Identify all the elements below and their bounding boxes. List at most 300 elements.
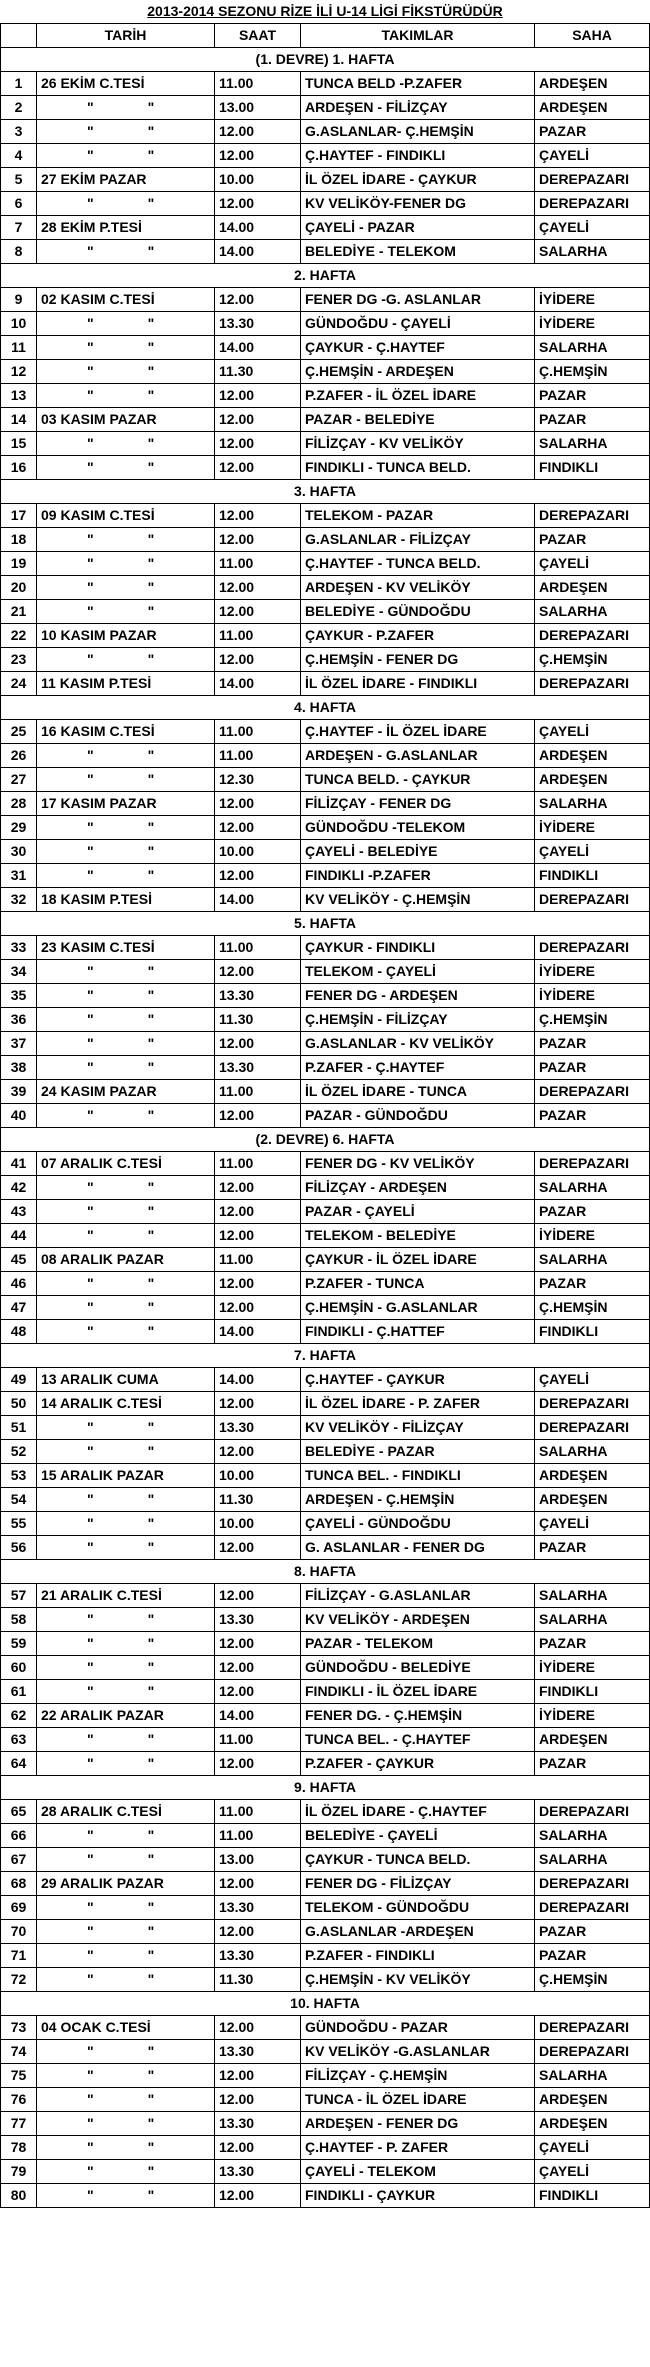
- match-date-ditto: [37, 1104, 215, 1128]
- match-no: 5: [1, 168, 37, 192]
- match-no: 12: [1, 360, 37, 384]
- match-venue: SALARHA: [535, 2064, 650, 2088]
- match-teams: Ç.HEMŞİN - FİLİZÇAY: [301, 1008, 535, 1032]
- match-teams: KV VELİKÖY -G.ASLANLAR: [301, 2040, 535, 2064]
- match-date-ditto: [37, 1680, 215, 1704]
- ditto-mark: ": [147, 1443, 155, 1459]
- ditto-mark: ": [147, 555, 155, 571]
- match-row: [1, 1488, 650, 1512]
- match-date: 09 KASIM C.TESİ: [37, 504, 215, 528]
- match-teams: TUNCA BELD -P.ZAFER: [301, 72, 535, 96]
- match-date: 18 KASIM P.TESİ: [37, 888, 215, 912]
- match-venue: SALARHA: [535, 1848, 650, 1872]
- match-time: 12.00: [215, 1752, 301, 1776]
- match-venue: Ç.HEMŞİN: [535, 1968, 650, 1992]
- match-time: 11.00: [215, 552, 301, 576]
- match-no: 47: [1, 1296, 37, 1320]
- match-date-ditto: [37, 1728, 215, 1752]
- match-date-ditto: [37, 984, 215, 1008]
- match-row: [1, 1536, 650, 1560]
- match-date-ditto: [37, 1752, 215, 1776]
- ditto-mark: ": [147, 1611, 155, 1627]
- match-row: [1, 144, 650, 168]
- ditto-mark: ": [87, 2115, 94, 2131]
- ditto-mark: ": [147, 531, 155, 547]
- match-row: [1, 1320, 650, 1344]
- match-date-ditto: [37, 576, 215, 600]
- match-no: 59: [1, 1632, 37, 1656]
- match-row: [1, 432, 650, 456]
- match-date-ditto: [37, 384, 215, 408]
- match-teams: ÇAYELİ - GÜNDOĞDU: [301, 1512, 535, 1536]
- match-time: 14.00: [215, 672, 301, 696]
- ditto-mark: ": [147, 1971, 155, 1987]
- match-date-ditto: [37, 1416, 215, 1440]
- match-teams: ARDEŞEN - G.ASLANLAR: [301, 744, 535, 768]
- match-row: [1, 384, 650, 408]
- match-no: 65: [1, 1800, 37, 1824]
- match-venue: PAZAR: [535, 528, 650, 552]
- match-row: [1, 2016, 650, 2040]
- match-venue: Ç.HEMŞİN: [535, 360, 650, 384]
- match-date-ditto: [37, 96, 215, 120]
- match-teams: FINDIKLI - TUNCA BELD.: [301, 456, 535, 480]
- ditto-mark: ": [87, 243, 94, 259]
- ditto-mark: ": [87, 2067, 94, 2083]
- ditto-mark: ": [87, 1443, 94, 1459]
- match-venue: DEREPAZARI: [535, 1080, 650, 1104]
- match-row: [1, 648, 650, 672]
- match-time: 13.30: [215, 2160, 301, 2184]
- match-row: [1, 1512, 650, 1536]
- ditto-mark: ": [147, 363, 155, 379]
- match-row: [1, 1056, 650, 1080]
- match-row: [1, 120, 650, 144]
- match-teams: FİLİZÇAY - Ç.HEMŞİN: [301, 2064, 535, 2088]
- match-teams: P.ZAFER - TUNCA: [301, 1272, 535, 1296]
- ditto-mark: ": [87, 1635, 94, 1651]
- match-teams: Ç.HEMŞİN - FENER DG: [301, 648, 535, 672]
- match-venue: DEREPAZARI: [535, 2016, 650, 2040]
- ditto-mark: ": [147, 1299, 155, 1315]
- match-time: 13.30: [215, 984, 301, 1008]
- match-time: 14.00: [215, 1368, 301, 1392]
- match-no: 74: [1, 2040, 37, 2064]
- match-no: 78: [1, 2136, 37, 2160]
- header-no: [1, 24, 37, 48]
- ditto-mark: ": [87, 435, 94, 451]
- match-no: 41: [1, 1152, 37, 1176]
- match-no: 28: [1, 792, 37, 816]
- match-teams: ÇAYKUR - FINDIKLI: [301, 936, 535, 960]
- match-row: [1, 2064, 650, 2088]
- match-row: [1, 2136, 650, 2160]
- match-teams: Ç.HEMŞİN - KV VELİKÖY: [301, 1968, 535, 1992]
- match-time: 12.00: [215, 1224, 301, 1248]
- match-teams: İL ÖZEL İDARE - TUNCA: [301, 1080, 535, 1104]
- match-date-ditto: [37, 1032, 215, 1056]
- match-no: 67: [1, 1848, 37, 1872]
- match-date-ditto: [37, 960, 215, 984]
- match-row: [1, 240, 650, 264]
- match-no: 55: [1, 1512, 37, 1536]
- match-date-ditto: [37, 1896, 215, 1920]
- ditto-mark: ": [87, 2139, 94, 2155]
- ditto-mark: ": [87, 99, 94, 115]
- match-date: 17 KASIM PAZAR: [37, 792, 215, 816]
- ditto-mark: ": [147, 1827, 155, 1843]
- match-row: [1, 1896, 650, 1920]
- match-time: 11.00: [215, 1800, 301, 1824]
- ditto-mark: ": [147, 1419, 155, 1435]
- match-venue: SALARHA: [535, 1584, 650, 1608]
- ditto-mark: ": [147, 963, 155, 979]
- match-venue: İYİDERE: [535, 1704, 650, 1728]
- match-date-ditto: [37, 528, 215, 552]
- match-no: 25: [1, 720, 37, 744]
- match-teams: GÜNDOĞDU -TELEKOM: [301, 816, 535, 840]
- match-date-ditto: [37, 864, 215, 888]
- match-time: 10.00: [215, 840, 301, 864]
- match-row: [1, 456, 650, 480]
- match-no: 44: [1, 1224, 37, 1248]
- match-venue: DEREPAZARI: [535, 192, 650, 216]
- match-no: 52: [1, 1440, 37, 1464]
- match-teams: ÇAYKUR - Ç.HAYTEF: [301, 336, 535, 360]
- match-row: [1, 1416, 650, 1440]
- match-venue: PAZAR: [535, 1032, 650, 1056]
- match-time: 12.00: [215, 1392, 301, 1416]
- match-venue: SALARHA: [535, 1824, 650, 1848]
- match-time: 12.00: [215, 2064, 301, 2088]
- title-row: [1, 0, 650, 24]
- match-teams: FİLİZÇAY - ARDEŞEN: [301, 1176, 535, 1200]
- match-teams: BELEDİYE - GÜNDOĞDU: [301, 600, 535, 624]
- match-no: 76: [1, 2088, 37, 2112]
- match-no: 18: [1, 528, 37, 552]
- match-teams: BELEDİYE - TELEKOM: [301, 240, 535, 264]
- match-date: 23 KASIM C.TESİ: [37, 936, 215, 960]
- match-teams: ARDEŞEN - FİLİZÇAY: [301, 96, 535, 120]
- section-title: 2. HAFTA: [1, 264, 650, 288]
- match-row: [1, 1968, 650, 1992]
- ditto-mark: ": [87, 1755, 94, 1771]
- match-venue: ARDEŞEN: [535, 1464, 650, 1488]
- match-date-ditto: [37, 1512, 215, 1536]
- match-row: [1, 1752, 650, 1776]
- match-date-ditto: [37, 2040, 215, 2064]
- match-teams: GÜNDOĞDU - ÇAYELİ: [301, 312, 535, 336]
- ditto-mark: ": [87, 1851, 94, 1867]
- match-venue: DEREPAZARI: [535, 1392, 650, 1416]
- match-venue: ARDEŞEN: [535, 72, 650, 96]
- match-no: 17: [1, 504, 37, 528]
- match-time: 12.00: [215, 1272, 301, 1296]
- match-no: 2: [1, 96, 37, 120]
- match-venue: Ç.HEMŞİN: [535, 648, 650, 672]
- ditto-mark: ": [147, 2187, 155, 2203]
- ditto-mark: ": [87, 1299, 94, 1315]
- match-teams: KV VELİKÖY - ARDEŞEN: [301, 1608, 535, 1632]
- match-time: 12.00: [215, 864, 301, 888]
- ditto-mark: ": [147, 435, 155, 451]
- match-teams: FENER DG -G. ASLANLAR: [301, 288, 535, 312]
- match-time: 11.30: [215, 1008, 301, 1032]
- ditto-mark: ": [147, 459, 155, 475]
- match-time: 12.00: [215, 192, 301, 216]
- match-date-ditto: [37, 1224, 215, 1248]
- match-time: 12.00: [215, 792, 301, 816]
- match-no: 3: [1, 120, 37, 144]
- match-time: 11.00: [215, 624, 301, 648]
- match-venue: Ç.HEMŞİN: [535, 1008, 650, 1032]
- match-teams: FENER DG - ARDEŞEN: [301, 984, 535, 1008]
- match-time: 12.30: [215, 768, 301, 792]
- match-venue: ARDEŞEN: [535, 1728, 650, 1752]
- ditto-mark: ": [87, 1323, 94, 1339]
- match-no: 22: [1, 624, 37, 648]
- match-no: 9: [1, 288, 37, 312]
- match-date-ditto: [37, 768, 215, 792]
- ditto-mark: ": [147, 2139, 155, 2155]
- match-teams: P.ZAFER - ÇAYKUR: [301, 1752, 535, 1776]
- match-time: 12.00: [215, 1584, 301, 1608]
- match-row: [1, 1008, 650, 1032]
- match-row: [1, 1704, 650, 1728]
- match-row: [1, 1368, 650, 1392]
- ditto-mark: ": [147, 651, 155, 667]
- match-venue: DEREPAZARI: [535, 2040, 650, 2064]
- match-date-ditto: [37, 552, 215, 576]
- ditto-mark: ": [147, 339, 155, 355]
- match-no: 70: [1, 1920, 37, 1944]
- match-teams: FINDIKLI - Ç.HATTEF: [301, 1320, 535, 1344]
- match-time: 12.00: [215, 1032, 301, 1056]
- header-saha: SAHA: [535, 24, 650, 48]
- match-venue: ARDEŞEN: [535, 2112, 650, 2136]
- ditto-mark: ": [147, 1659, 155, 1675]
- match-date-ditto: [37, 2064, 215, 2088]
- match-time: 11.30: [215, 360, 301, 384]
- match-time: 12.00: [215, 504, 301, 528]
- match-row: [1, 168, 650, 192]
- match-no: 33: [1, 936, 37, 960]
- match-time: 12.00: [215, 1176, 301, 1200]
- match-teams: FİLİZÇAY - FENER DG: [301, 792, 535, 816]
- match-venue: ÇAYELİ: [535, 144, 650, 168]
- match-time: 12.00: [215, 432, 301, 456]
- match-row: [1, 1632, 650, 1656]
- match-date: 04 OCAK C.TESİ: [37, 2016, 215, 2040]
- match-no: 19: [1, 552, 37, 576]
- match-time: 13.30: [215, 1896, 301, 1920]
- match-date: 28 EKİM P.TESİ: [37, 216, 215, 240]
- ditto-mark: ": [147, 747, 155, 763]
- match-teams: Ç.HAYTEF - FINDIKLI: [301, 144, 535, 168]
- match-time: 11.00: [215, 936, 301, 960]
- match-time: 12.00: [215, 2136, 301, 2160]
- match-date-ditto: [37, 2088, 215, 2112]
- match-time: 14.00: [215, 1704, 301, 1728]
- match-teams: BELEDİYE - ÇAYELİ: [301, 1824, 535, 1848]
- match-row: [1, 1608, 650, 1632]
- match-row: [1, 288, 650, 312]
- match-teams: İL ÖZEL İDARE - ÇAYKUR: [301, 168, 535, 192]
- match-no: 77: [1, 2112, 37, 2136]
- match-time: 11.00: [215, 720, 301, 744]
- match-time: 12.00: [215, 1200, 301, 1224]
- match-no: 79: [1, 2160, 37, 2184]
- ditto-mark: ": [87, 1035, 94, 1051]
- match-teams: GÜNDOĞDU - BELEDİYE: [301, 1656, 535, 1680]
- match-row: [1, 864, 650, 888]
- ditto-mark: ": [87, 987, 94, 1003]
- match-venue: PAZAR: [535, 1056, 650, 1080]
- match-teams: G.ASLANLAR- Ç.HEMŞİN: [301, 120, 535, 144]
- match-no: 62: [1, 1704, 37, 1728]
- match-venue: PAZAR: [535, 408, 650, 432]
- match-no: 34: [1, 960, 37, 984]
- match-row: [1, 744, 650, 768]
- match-no: 37: [1, 1032, 37, 1056]
- match-date-ditto: [37, 120, 215, 144]
- match-row: [1, 1848, 650, 1872]
- match-time: 13.00: [215, 1848, 301, 1872]
- ditto-mark: ": [87, 1179, 94, 1195]
- match-date-ditto: [37, 1848, 215, 1872]
- match-row: [1, 1080, 650, 1104]
- section-row: [1, 1992, 650, 2016]
- match-teams: KV VELİKÖY-FENER DG: [301, 192, 535, 216]
- match-row: [1, 840, 650, 864]
- ditto-mark: ": [147, 1851, 155, 1867]
- match-no: 48: [1, 1320, 37, 1344]
- match-venue: PAZAR: [535, 1104, 650, 1128]
- ditto-mark: ": [87, 459, 94, 475]
- match-teams: İL ÖZEL İDARE - FINDIKLI: [301, 672, 535, 696]
- match-venue: DEREPAZARI: [535, 1896, 650, 1920]
- ditto-mark: ": [147, 867, 155, 883]
- match-no: 11: [1, 336, 37, 360]
- section-title: 8. HAFTA: [1, 1560, 650, 1584]
- ditto-mark: ": [147, 1515, 155, 1531]
- match-no: 27: [1, 768, 37, 792]
- match-row: [1, 96, 650, 120]
- match-row: [1, 1200, 650, 1224]
- match-row: [1, 1104, 650, 1128]
- match-time: 13.30: [215, 312, 301, 336]
- match-teams: TELEKOM - ÇAYELİ: [301, 960, 535, 984]
- match-time: 10.00: [215, 1512, 301, 1536]
- match-venue: SALARHA: [535, 432, 650, 456]
- match-no: 68: [1, 1872, 37, 1896]
- match-date: 08 ARALIK PAZAR: [37, 1248, 215, 1272]
- match-no: 10: [1, 312, 37, 336]
- match-date: 26 EKİM C.TESİ: [37, 72, 215, 96]
- match-date-ditto: [37, 1824, 215, 1848]
- match-venue: SALARHA: [535, 1176, 650, 1200]
- match-date-ditto: [37, 360, 215, 384]
- match-row: [1, 1944, 650, 1968]
- match-time: 10.00: [215, 1464, 301, 1488]
- match-venue: ÇAYELİ: [535, 2136, 650, 2160]
- match-teams: TUNCA BEL. - FINDIKLI: [301, 1464, 535, 1488]
- match-no: 29: [1, 816, 37, 840]
- match-teams: FINDIKLI - ÇAYKUR: [301, 2184, 535, 2208]
- match-venue: PAZAR: [535, 1632, 650, 1656]
- ditto-mark: ": [147, 2115, 155, 2131]
- header-takimlar: TAKIMLAR: [301, 24, 535, 48]
- match-time: 11.30: [215, 1968, 301, 1992]
- match-teams: ÇAYKUR - TUNCA BELD.: [301, 1848, 535, 1872]
- match-venue: ARDEŞEN: [535, 576, 650, 600]
- match-date: 28 ARALIK C.TESİ: [37, 1800, 215, 1824]
- match-venue: DEREPAZARI: [535, 936, 650, 960]
- section-title: 3. HAFTA: [1, 480, 650, 504]
- ditto-mark: ": [87, 1107, 94, 1123]
- match-date: 11 KASIM P.TESİ: [37, 672, 215, 696]
- ditto-mark: ": [87, 1275, 94, 1291]
- match-date-ditto: [37, 1176, 215, 1200]
- match-no: 1: [1, 72, 37, 96]
- match-date: 07 ARALIK C.TESİ: [37, 1152, 215, 1176]
- match-date-ditto: [37, 1056, 215, 1080]
- ditto-mark: ": [147, 1491, 155, 1507]
- match-no: 60: [1, 1656, 37, 1680]
- ditto-mark: ": [87, 1971, 94, 1987]
- match-venue: PAZAR: [535, 1944, 650, 1968]
- match-time: 13.30: [215, 1056, 301, 1080]
- match-row: [1, 624, 650, 648]
- match-teams: P.ZAFER - Ç.HAYTEF: [301, 1056, 535, 1080]
- match-teams: TUNCA BEL. - Ç.HAYTEF: [301, 1728, 535, 1752]
- match-time: 12.00: [215, 1536, 301, 1560]
- match-teams: FINDIKLI - İL ÖZEL İDARE: [301, 1680, 535, 1704]
- ditto-mark: ": [147, 1203, 155, 1219]
- match-venue: SALARHA: [535, 1608, 650, 1632]
- ditto-mark: ": [147, 603, 155, 619]
- section-row: [1, 696, 650, 720]
- ditto-mark: ": [87, 771, 94, 787]
- match-date-ditto: [37, 312, 215, 336]
- match-teams: P.ZAFER - FINDIKLI: [301, 1944, 535, 1968]
- match-date: 10 KASIM PAZAR: [37, 624, 215, 648]
- match-time: 12.00: [215, 1440, 301, 1464]
- section-title: 9. HAFTA: [1, 1776, 650, 1800]
- match-date-ditto: [37, 1320, 215, 1344]
- match-time: 12.00: [215, 528, 301, 552]
- match-row: [1, 1656, 650, 1680]
- match-date-ditto: [37, 1944, 215, 1968]
- ditto-mark: ": [87, 1947, 94, 1963]
- match-time: 13.30: [215, 1944, 301, 1968]
- section-row: [1, 1128, 650, 1152]
- ditto-mark: ": [87, 603, 94, 619]
- match-no: 4: [1, 144, 37, 168]
- match-row: [1, 1824, 650, 1848]
- match-row: [1, 600, 650, 624]
- match-no: 45: [1, 1248, 37, 1272]
- match-time: 12.00: [215, 2016, 301, 2040]
- match-row: [1, 1584, 650, 1608]
- match-venue: PAZAR: [535, 1752, 650, 1776]
- match-row: [1, 2160, 650, 2184]
- match-teams: İL ÖZEL İDARE - Ç.HAYTEF: [301, 1800, 535, 1824]
- match-no: 38: [1, 1056, 37, 1080]
- ditto-mark: ": [87, 2163, 94, 2179]
- ditto-mark: ": [147, 195, 155, 211]
- match-venue: SALARHA: [535, 1440, 650, 1464]
